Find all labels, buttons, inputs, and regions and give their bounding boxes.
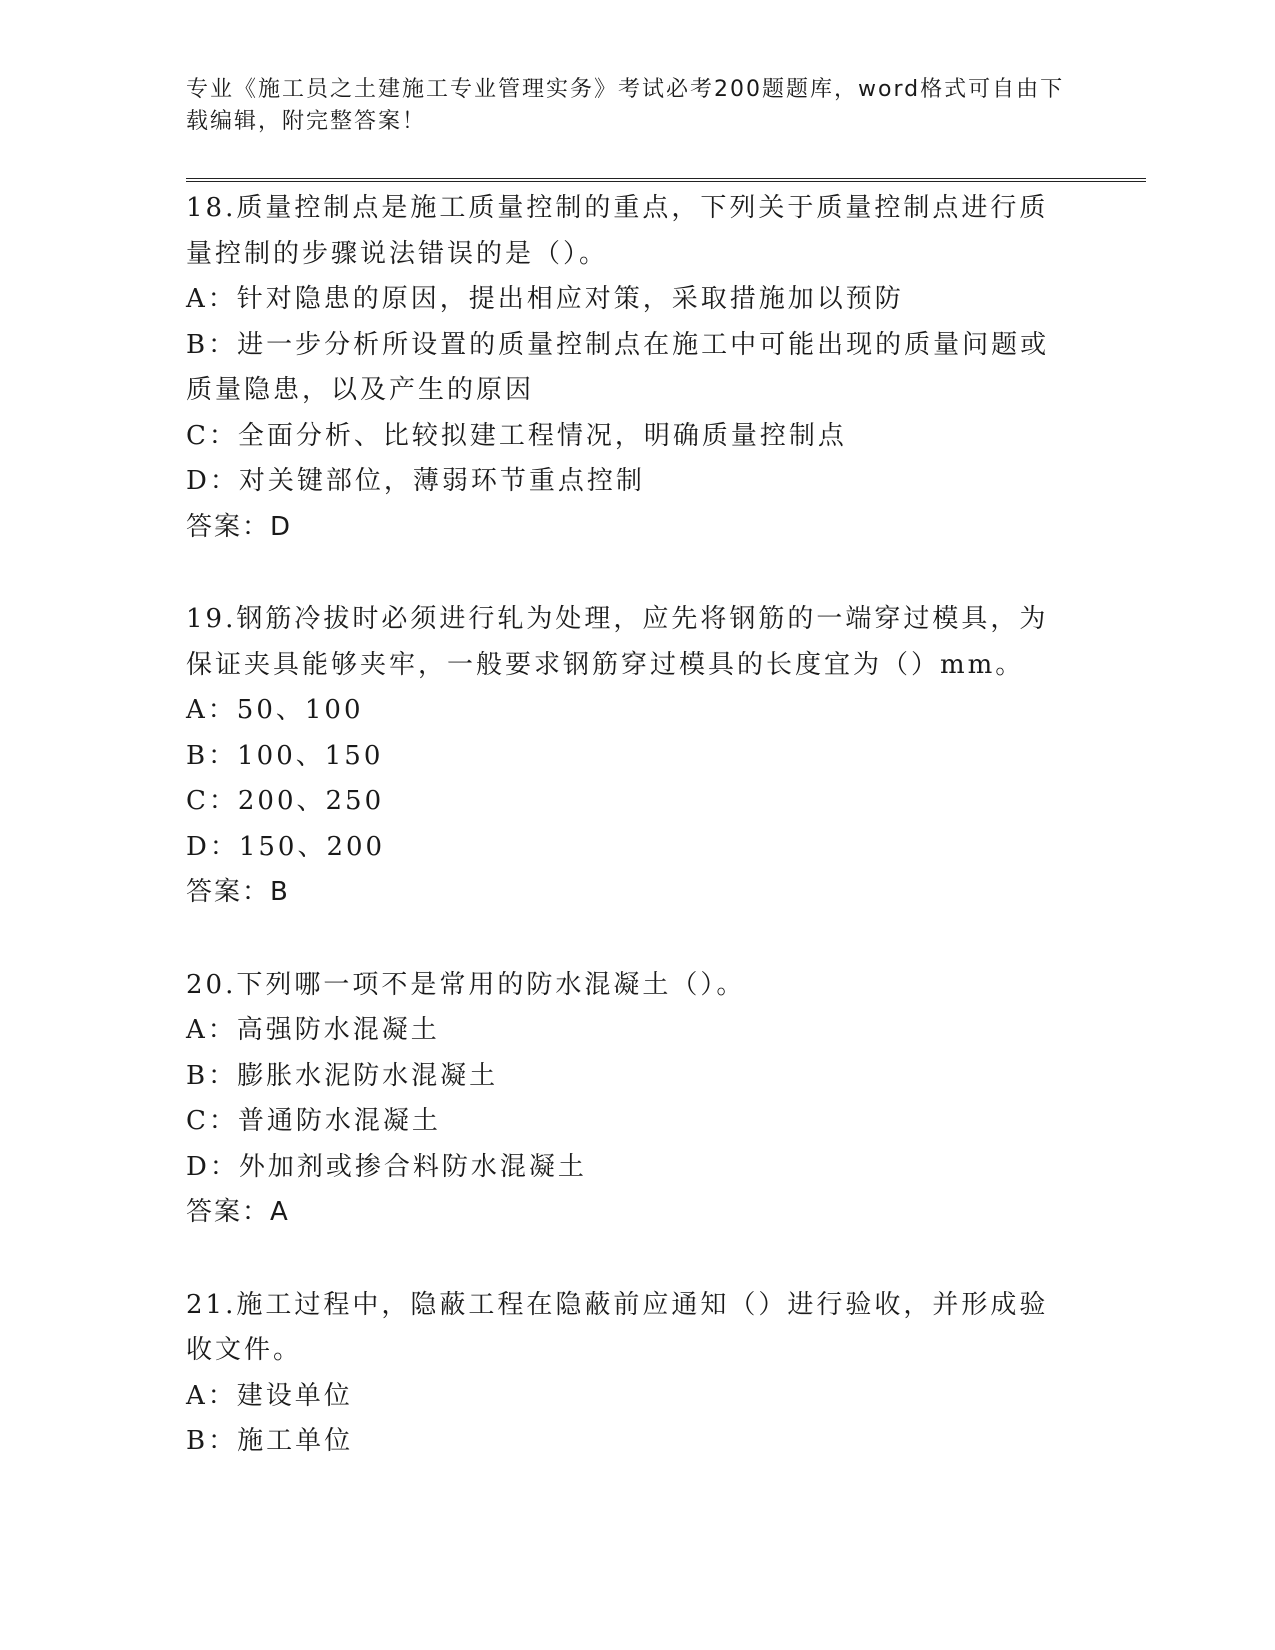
question-stem: 19.钢筋冷拔时必须进行轧为处理，应先将钢筋的一端穿过模具，为保证夹具能够夹牢，一般要求钢筋穿过模具的长度宜为（）mm。 — [186, 604, 1049, 680]
question-20 — [186, 963, 1076, 1236]
answer: 答案：A — [186, 1197, 290, 1227]
question-stem: 20.下列哪一项不是常用的防水混凝土（）。 — [186, 969, 746, 1000]
question-19 — [186, 597, 1076, 916]
option-a: A：高强防水混凝土 — [186, 1015, 440, 1045]
option-a: A：50、100 — [186, 695, 364, 725]
option-d: D：对关键部位，薄弱环节重点控制 — [186, 466, 645, 496]
question-spacer — [186, 1236, 1076, 1283]
question-spacer — [186, 916, 1076, 963]
option-a: A：建设单位 — [186, 1380, 353, 1411]
option-b: B：膨胀水泥防水混凝土 — [186, 1060, 499, 1091]
question-18 — [186, 186, 1076, 550]
option-b: B：100、150 — [186, 740, 384, 771]
question-21 — [186, 1283, 1076, 1465]
header-divider — [186, 178, 1146, 182]
answer: 答案：D — [186, 511, 293, 542]
option-c: C：200、250 — [186, 786, 385, 816]
option-c: C：普通防水混凝土 — [186, 1106, 441, 1136]
question-spacer — [186, 550, 1076, 597]
option-a: A：针对隐患的原因，提出相应对策，采取措施加以预防 — [186, 284, 904, 314]
document-header: 专业《施工员之土建施工专业管理实务》考试必考200题题库，word格式可自由下载编辑，附完整答案！ — [186, 77, 1065, 134]
option-b: B：进一步分析所设置的质量控制点在施工中可能出现的质量问题或质量隐患，以及产生的原因 — [186, 329, 1050, 405]
option-d: D：150、200 — [186, 831, 386, 862]
question-stem: 18.质量控制点是施工质量控制的重点，下列关于质量控制点进行质量控制的步骤说法错误的是（）。 — [186, 193, 1049, 269]
answer: 答案：B — [186, 877, 290, 907]
option-d: D：外加剂或掺合料防水混凝土 — [186, 1151, 587, 1182]
question-list — [186, 186, 1076, 1465]
option-b: B：施工单位 — [186, 1426, 354, 1456]
option-c: C：全面分析、比较拟建工程情况，明确质量控制点 — [186, 420, 847, 451]
question-stem: 21.施工过程中，隐蔽工程在隐蔽前应通知（）进行验收，并形成验收文件。 — [186, 1289, 1049, 1365]
